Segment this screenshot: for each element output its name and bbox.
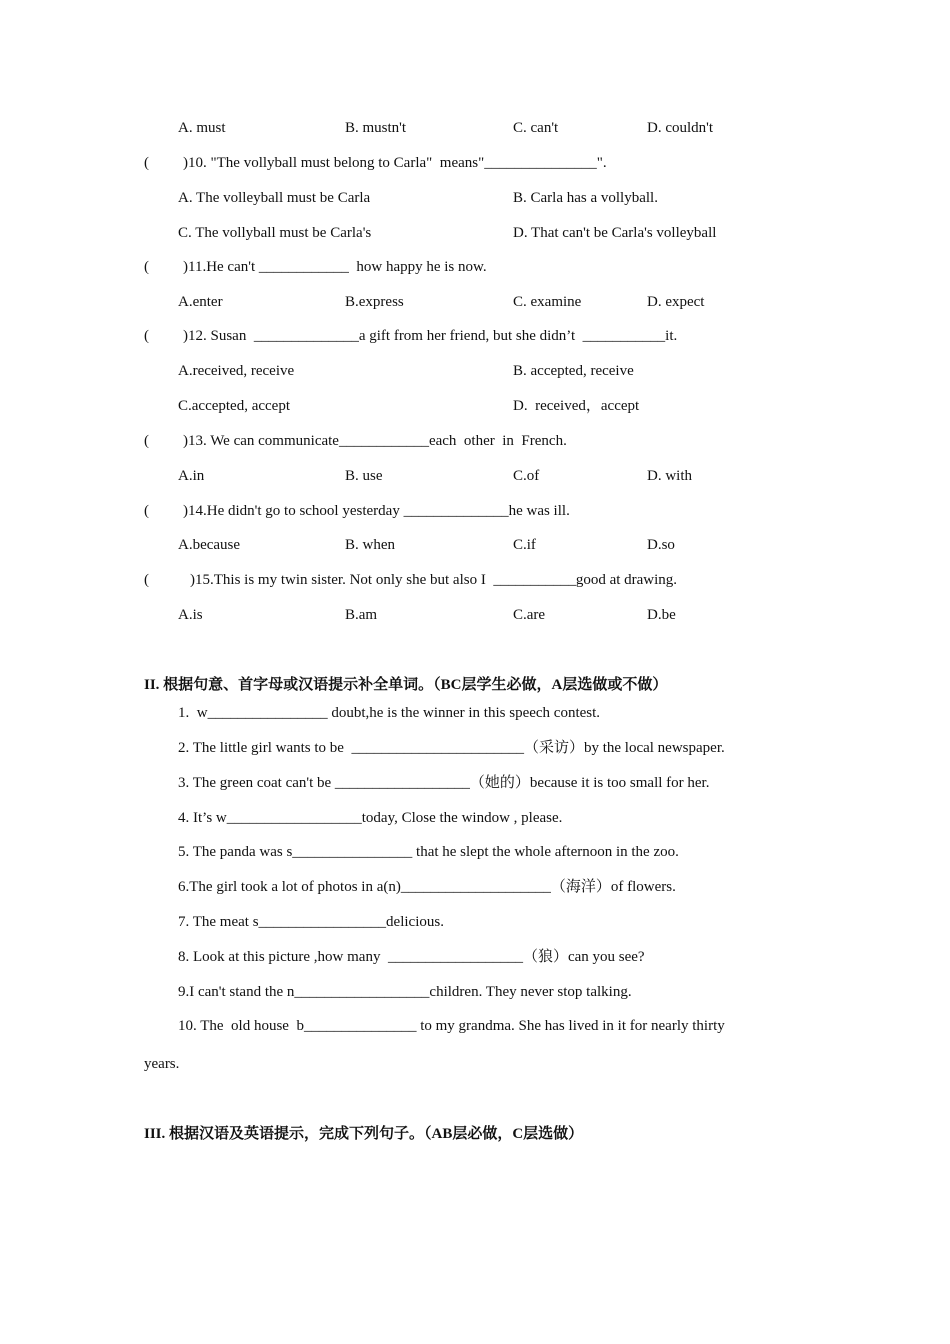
- q14-option-d: D.so: [647, 537, 675, 553]
- section-2-item-10: 10. The old house b_______________ to my grandma. She has lived in it for nearly thirty: [178, 1018, 725, 1034]
- q10-option-d: D. That can't be Carla's volleyball: [513, 225, 717, 241]
- q12-option-b: B. accepted, receive: [513, 363, 634, 379]
- q13-option-b: B. use: [345, 468, 383, 484]
- q14-paren: (: [144, 503, 149, 519]
- section-2-item-3: 3. The green coat can't be __________________（她的）because it is too small for her.: [178, 775, 710, 791]
- q12-option-a: A.received, receive: [178, 363, 295, 379]
- section-2-item-7: 7. The meat s_________________delicious.: [178, 914, 444, 930]
- section-2-item-8: 8. Look at this picture ,how many __________________（狼）can you see?: [178, 949, 645, 965]
- section-2-item-9: 9.I can't stand the n__________________children. They never stop talking.: [178, 984, 632, 1000]
- section-2-heading: II. 根据句意、首字母或汉语提示补全单词。（BC层学生必做，A层选做或不做）: [144, 677, 668, 693]
- q11-option-a: A.enter: [178, 294, 223, 310]
- q14-option-c: C.if: [513, 537, 536, 553]
- q15-option-b: B.am: [345, 607, 378, 623]
- q13-option-d: D. with: [647, 468, 692, 484]
- q13-option-a: A.in: [178, 468, 205, 484]
- q9-option-d: D. couldn't: [647, 120, 714, 136]
- section-2-item-10-continued: years.: [144, 1056, 180, 1072]
- q10-option-c: C. The vollyball must be Carla's: [178, 225, 372, 241]
- q11-option-d: D. expect: [647, 294, 705, 310]
- q15-stem: )15.This is my twin sister. Not only she but also I ___________good at drawing.: [190, 572, 678, 588]
- section-2-item-4: 4. It’s w__________________today, Close the window , please.: [178, 810, 563, 826]
- q10-stem: )10. "The vollyball must belong to Carla" means"_______________".: [183, 155, 607, 171]
- q13-paren: (: [144, 433, 149, 449]
- q11-option-c: C. examine: [513, 294, 582, 310]
- q14-option-b: B. when: [345, 537, 395, 553]
- q15-paren: (: [144, 572, 149, 588]
- q15-option-a: A.is: [178, 607, 203, 623]
- q15-option-d: D.be: [647, 607, 676, 623]
- q13-stem: )13. We can communicate____________each other in French.: [183, 433, 567, 449]
- q12-stem: )12. Susan ______________a gift from her friend, but she didn’t ___________it.: [183, 328, 678, 344]
- q14-stem: )14.He didn't go to school yesterday ______________he was ill.: [183, 503, 570, 519]
- section-2-item-5: 5. The panda was s________________ that he slept the whole afternoon in the zoo.: [178, 844, 679, 860]
- q9-option-c: C. can't: [513, 120, 559, 136]
- q10-option-a: A. The volleyball must be Carla: [178, 190, 371, 206]
- q10-paren: (: [144, 155, 149, 171]
- section-2-item-2: 2. The little girl wants to be _______________________（采访）by the local newspaper.: [178, 740, 725, 756]
- q11-stem: )11.He can't ____________ how happy he is now.: [183, 259, 487, 275]
- section-2-item-1: 1. w________________ doubt,he is the winner in this speech contest.: [178, 705, 601, 721]
- q12-paren: (: [144, 328, 149, 344]
- section-2-item-6: 6.The girl took a lot of photos in a(n)____________________（海洋）of flowers.: [178, 879, 676, 895]
- q9-option-b: B. mustn't: [345, 120, 407, 136]
- q13-option-c: C.of: [513, 468, 540, 484]
- q12-option-c: C.accepted, accept: [178, 398, 291, 414]
- q12-option-d: D. received，accept: [513, 398, 640, 414]
- section-3-heading: III. 根据汉语及英语提示，完成下列句子。（AB层必做，C层选做）: [144, 1126, 584, 1142]
- q11-option-b: B.express: [345, 294, 404, 310]
- q14-option-a: A.because: [178, 537, 241, 553]
- q10-option-b: B. Carla has a vollyball.: [513, 190, 658, 206]
- q9-option-a: A. must: [178, 120, 226, 136]
- q11-paren: (: [144, 259, 149, 275]
- q15-option-c: C.are: [513, 607, 546, 623]
